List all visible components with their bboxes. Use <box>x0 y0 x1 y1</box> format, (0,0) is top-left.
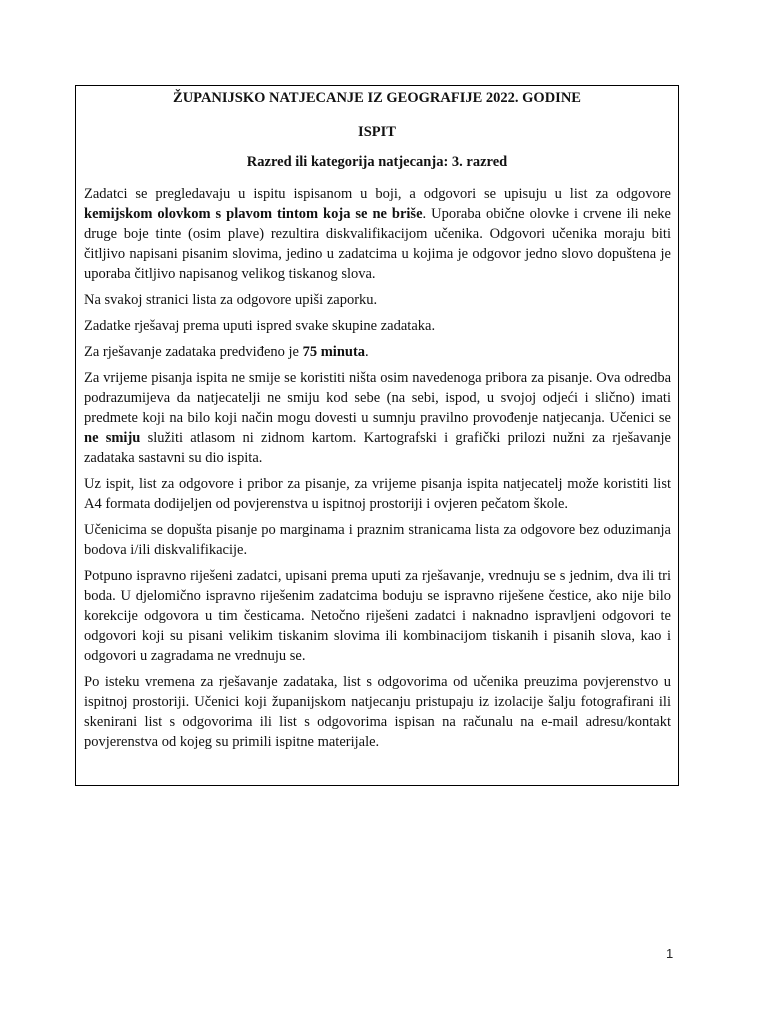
paragraph-scoring: Potpuno ispravno riješeni zadatci, upisani prema uputi za rješavanje, vrednuju se s jednim, dva ili tri boda. U djelomično ispravno riješenim zadatcima boduju se ispravno riješene čestice, ako nije bilo korekcije odgovora u tim česticama. Netočno riješeni zadatci i naknadno ispravljeni odgovori te odgovori koji su pisani velikim tiskanim slovima ili kombinacijom tiskanih i pisanih slova, kao i odgovori u zagradama ne vrednuju se. <box>84 568 671 664</box>
not-allowed-emphasis: ne smiju <box>84 430 141 446</box>
paragraph-ink-rules: Zadatci se pregledavaju u ispitu ispisanom u boji, a odgovori se upisuju u list za odgovore kemijskom olovkom s plavom tintom koja se ne briše. Uporaba obične olovke i crvene ili neke druge boje tinte (osim plave) rezultira diskvalifikacijom učenika. Odgovori učenika moraju biti čitljivo napisani pisanim slovima, jedino u zadatcima u kojima je odgovor jedno slovo dopuštena je uporaba čitljivo napisanog velikog tiskanog slova. <box>84 186 671 282</box>
page-number: 1 <box>666 946 674 961</box>
paragraph-time-limit: Za rješavanje zadataka predviđeno je 75 minuta. <box>84 344 369 360</box>
document-title: ŽUPANIJSKO NATJECANJE IZ GEOGRAFIJE 2022. GODINE <box>173 90 581 106</box>
instructions-box <box>75 85 679 786</box>
paragraph-margins: Učenicima se dopušta pisanje po marginama i praznim stranicama lista za odgovore bez oduzimanja bodova i/ili diskvalifikacije. <box>84 522 671 558</box>
category-line: Razred ili kategorija natjecanja: 3. razred <box>246 154 508 170</box>
ink-rule-emphasis: kemijskom olovkom s plavom tintom koja se ne briše <box>84 206 423 222</box>
paragraph-instructions: Zadatke rješavaj prema uputi ispred svake skupine zadataka. <box>84 318 436 334</box>
paragraph-allowed-items: Za vrijeme pisanja ispita ne smije se koristiti ništa osim navedenoga pribora za pisanje. Ova odredba podrazumijeva da natjecatelji ne smiju kod sebe (na sebi, ispod, u svojoj odjeći i slično) imati predmete koji na bilo koji način mogu dovesti u sumnju pravilno provođenje natjecanja. Učenici se ne smiju služiti atlasom ni zidnom kartom. Kartografski i grafički prilozi nužni za rješavanje zadataka sastavni su dio ispita. <box>84 370 671 466</box>
time-limit-emphasis: 75 minuta <box>302 344 366 360</box>
paragraph-password: Na svakoj stranici lista za odgovore upiši zaporku. <box>84 292 378 308</box>
instructions-body <box>84 184 671 758</box>
paragraph-submission: Po isteku vremena za rješavanje zadataka, list s odgovorima od učenika preuzima povjerenstvo u ispitnoj prostoriji. Učenici koji županijskom natjecanju pristupaju iz izolacije šalju fotografirani ili skenirani list s odgovorima ili list s odgovorima ispisan na računalu na e-mail adresu/kontakt povjerenstva od kojeg su primili ispitne materijale. <box>84 674 671 750</box>
paragraph-a4-sheet: Uz ispit, list za odgovore i pribor za pisanje, za vrijeme pisanja ispita natjecatelj može koristiti list A4 formata dodijeljen od povjerenstva u ispitnoj prostoriji i ovjeren pečatom škole. <box>84 476 671 512</box>
document-subtitle: ISPIT <box>358 124 396 140</box>
